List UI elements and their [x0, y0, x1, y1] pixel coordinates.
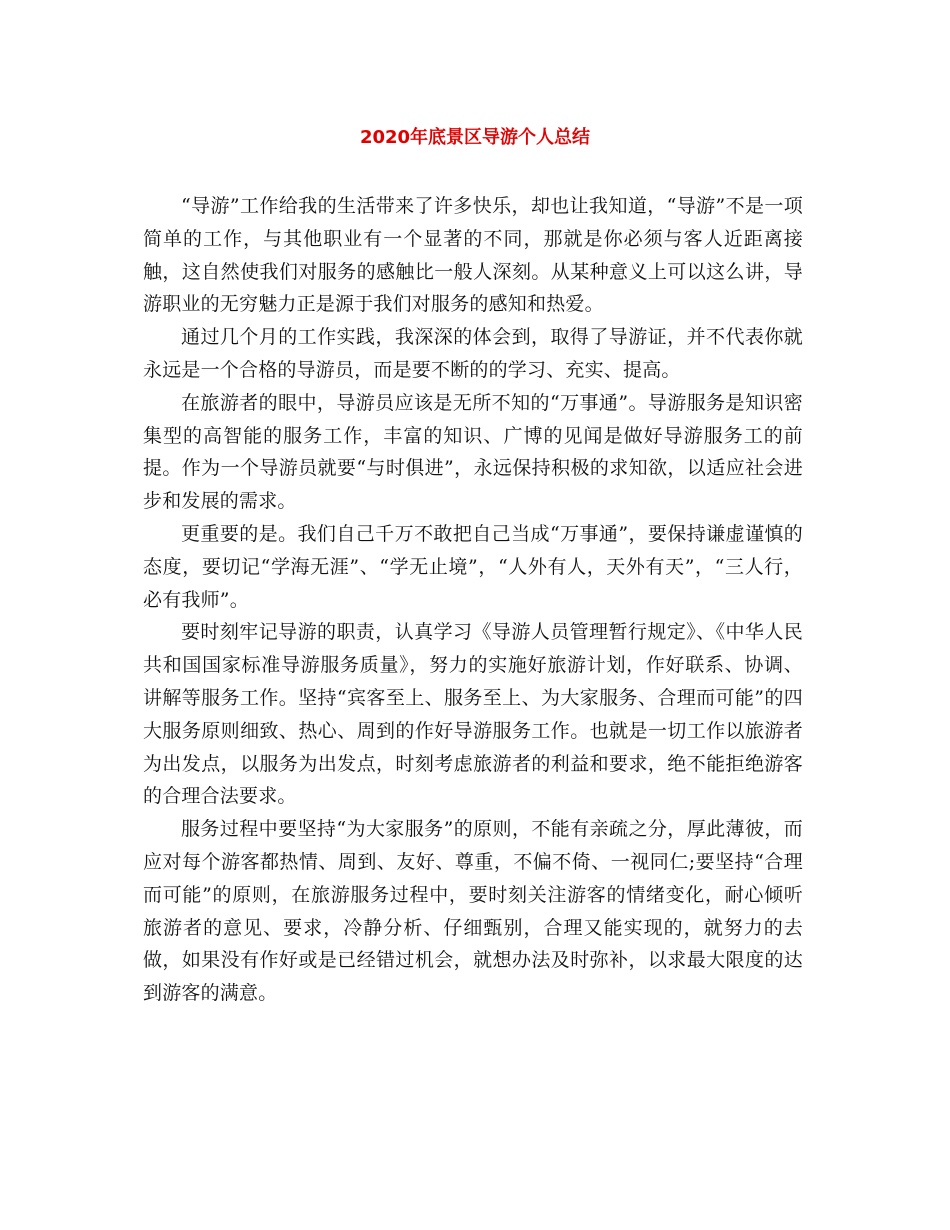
- paragraph-3: 在旅游者的眼中，导游员应该是无所不知的“万事通”。导游服务是知识密集型的高智能的服务工作，丰富的知识、广博的见闻是做好导游服务工的前提。作为一个导游员就要“与时俱进”，永远保持积极的求知欲，以适应社会进步和发展的需求。: [143, 391, 803, 513]
- document-title: 2020年底景区导游个人总结: [359, 127, 591, 148]
- paragraph-5: 要时刻牢记导游的职责，认真学习《导游人员管理暂行规定》、《中华人民共和国国家标准导游服务质量》，努力的实施好旅游计划，作好联系、协调、讲解等服务工作。坚持“宾客至上、服务至上、为大家服务、合理而可能”的四大服务原则细致、热心、周到的作好导游服务工作。也就是一切工作以旅游者为出发点，以服务为出发点，时刻考虑旅游者的利益和要求，绝不能拒绝游客的合理合法要求。: [143, 621, 803, 808]
- paragraph-6: 服务过程中要坚持“为大家服务”的原则，不能有亲疏之分，厚此薄彼，而应对每个游客都热情、周到、友好、尊重，不偏不倚、一视同仁;要坚持“合理而可能”的原则，在旅游服务过程中，要时刻关注游客的情绪变化，耐心倾听旅游者的意见、要求，冷静分析、仔细甄别，合理又能实现的，就努力的去做，如果没有作好或是已经错过机会，就想办法及时弥补，以求最大限度的达到游客的满意。: [143, 818, 803, 1005]
- paragraph-1: “导游”工作给我的生活带来了许多快乐，却也让我知道，“导游”不是一项简单的工作，与其他职业有一个显著的不同，那就是你必须与客人近距离接触，这自然使我们对服务的感触比一般人深刻。从某种意义上可以这么讲，导游职业的无穷魅力正是源于我们对服务的感知和热爱。: [143, 195, 803, 316]
- paragraph-4: 更重要的是。我们自己千万不敢把自己当成“万事通”，要保持谦虚谨慎的态度，要切记“学海无涯”、“学无止境”，“人外有人，天外有天”，“三人行，必有我师”。: [143, 522, 803, 611]
- paragraph-2: 通过几个月的工作实践，我深深的体会到，取得了导游证，并不代表你就永远是一个合格的导游员，而是要不断的的学习、充实、提高。: [143, 326, 803, 381]
- document-body: [143, 190, 803, 1010]
